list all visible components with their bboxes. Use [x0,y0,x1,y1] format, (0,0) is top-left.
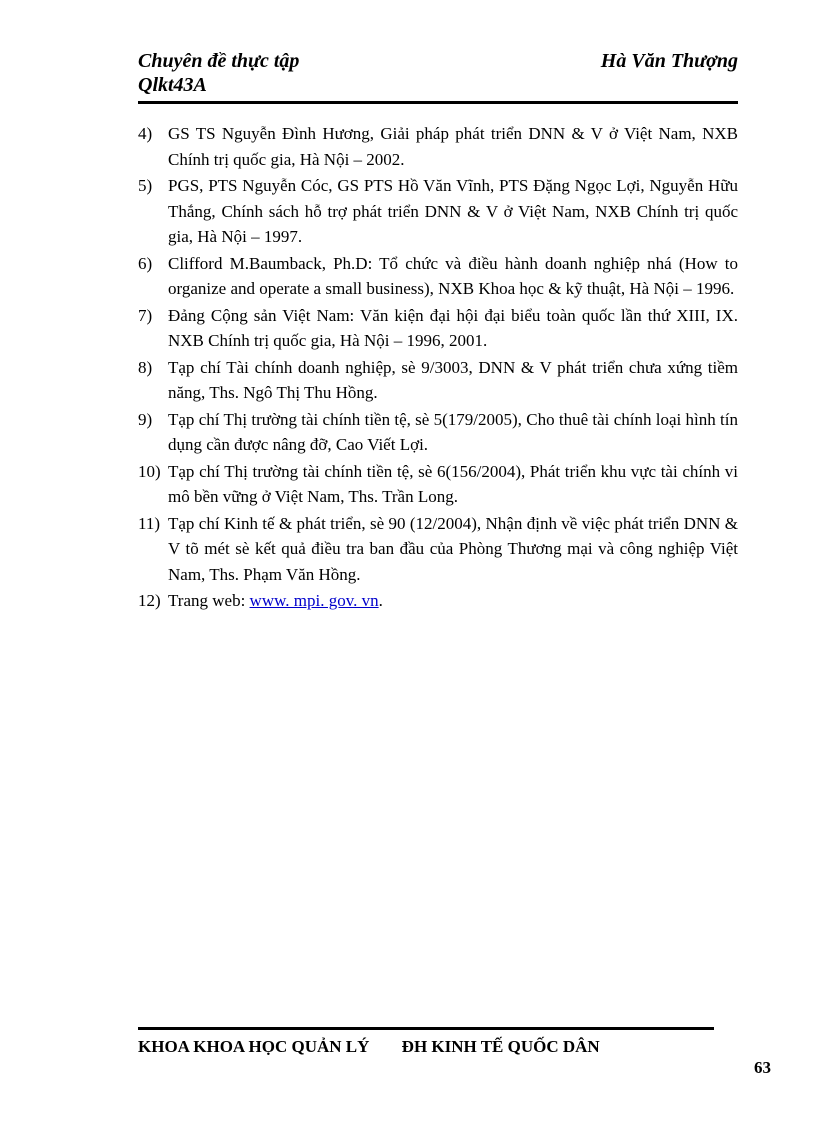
reference-text: Tạp chí Thị trường tài chính tiền tệ, sè 6(156/2004), Phát triển khu vực tài chính vi mô bền vững ở Việt Nam, Ths. Trần Long. [168,461,738,506]
reference-number: 5) [138,176,153,195]
reference-item-7 [138,303,738,354]
website-label: Trang web: [168,591,250,610]
reference-item-11 [138,511,738,588]
reference-item-5 [138,173,738,250]
reference-number: 4) [138,124,153,143]
page-number: 63 [754,1058,771,1077]
reference-item-6 [138,251,738,302]
website-link[interactable]: www. mpi. gov. vn [249,591,379,610]
reference-text: Clifford M.Baumback, Ph.D: Tổ chức và điều hành doanh nghiệp nhá (How to organize and operate a small business), NXB Khoa học & kỹ thuật, Hà Nội – 1996. [168,253,738,298]
university-name: ĐH KINH TẾ QUỐC DÂN [401,1037,600,1056]
reference-text: Đảng Cộng sản Việt Nam: Văn kiện đại hội đại biểu toàn quốc lần thứ XIII, IX. NXB Chính trị quốc gia, Hà Nội – 1996, 2001. [168,305,738,350]
reference-number: 6) [138,253,153,273]
reference-list [138,121,738,615]
reference-item-10 [138,459,738,510]
report-title: Chuyên đề thực tập [138,50,300,72]
page-footer [138,1027,714,1058]
reference-text [168,588,738,614]
class-code: Qlkt43A [138,74,207,96]
website-period: . [378,591,383,610]
reference-text: PGS, PTS Nguyễn Cóc, GS PTS Hồ Văn Vĩnh, PTS Đặng Ngọc Lợi, Nguyễn Hữu Thắng, Chính sách hỗ trợ phát triển DNN & V ở Việt Nam, NXB Chính trị quốc gia, Hà Nội – 1997. [168,176,738,246]
reference-number: 8) [138,357,153,377]
reference-number: 7) [138,305,153,325]
reference-text: Tạp chí Kinh tế & phát triển, sè 90 (12/2004), Nhận định về việc phát triển DNN & V tõ mét sè kết quả điều tra ban đầu của Phòng Thương mại và công nghiệp Việt Nam, Ths. Phạm Văn Hồng. [168,513,738,584]
reference-number: 9) [138,409,153,429]
reference-text: Tạp chí Tài chính doanh nghiệp, sè 9/3003, DNN & V phát triển chưa xứng tiềm năng, Ths. Ngô Thị Thu Hồng. [168,357,738,402]
faculty-name: KHOA KHOA HỌC QUẢN LÝ [138,1037,370,1056]
reference-item-4 [138,121,738,172]
reference-number: 11) [138,513,161,533]
reference-number: 12) [138,591,161,610]
reference-item-8 [138,355,738,406]
author-name: Hà Văn Thượng [600,50,738,72]
reference-number: 10) [138,461,161,481]
reference-text: GS TS Nguyễn Đình Hương, Giải pháp phát triển DNN & V ở Việt Nam, NXB Chính trị quốc gia, Hà Nội – 2002. [168,124,738,169]
reference-text: Tạp chí Thị trường tài chính tiền tệ, sè 5(179/2005), Cho thuê tài chính loại hình tín dụng cần được nâng đỡ, Cao Viết Lợi. [168,409,738,454]
page-header [138,49,738,104]
reference-item-12 [138,588,738,614]
reference-item-9 [138,407,738,458]
